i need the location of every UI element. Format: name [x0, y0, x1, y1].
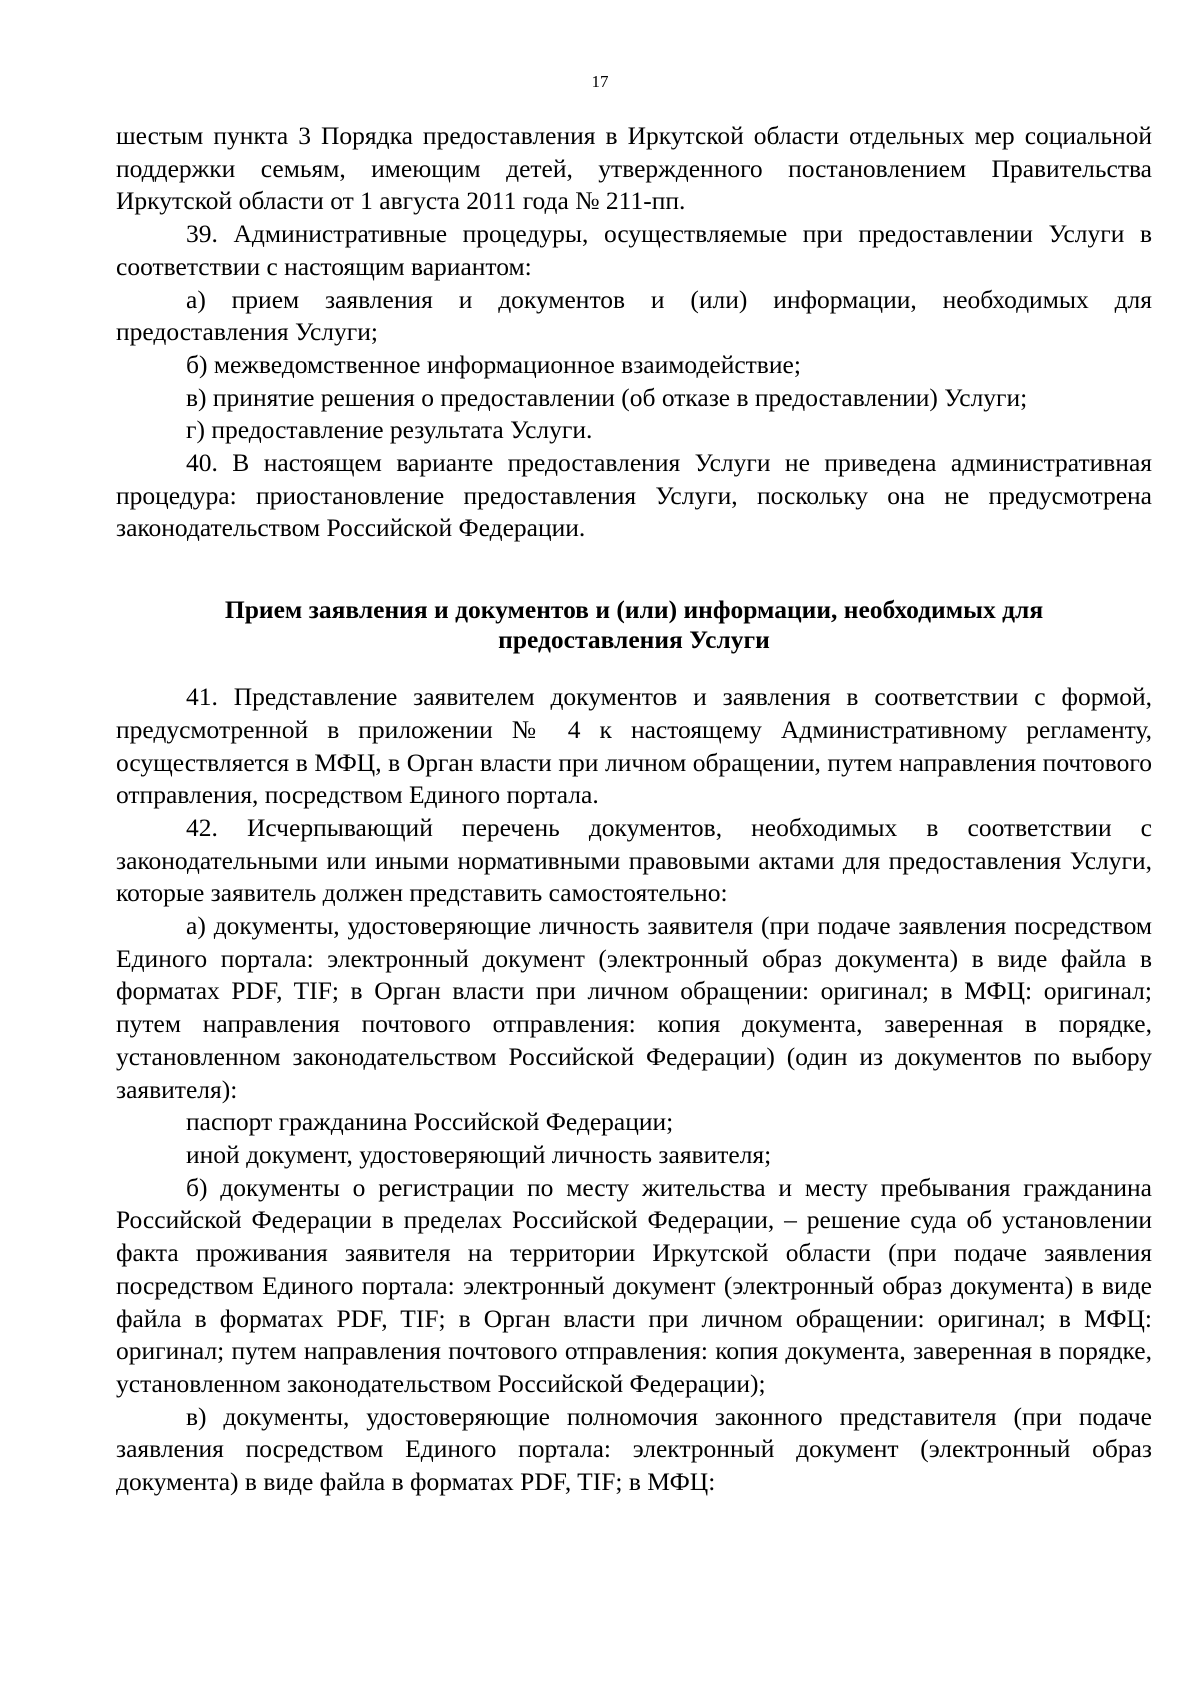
list-item-39a: а) прием заявления и документов и (или) информации, необходимых для предоставления Услуги;: [116, 284, 1152, 347]
paragraph-40: 40. В настоящем варианте предоставления Услуги не приведена административная процедура: приостановление предоставления Услуги, поскольку она не предусмотрена законодательством Российской Федерации.: [116, 448, 1152, 543]
paragraph-41: 41. Представление заявителем документов и заявления в соответствии с формой, предусмотренной в приложении № 4 к настоящему Административному регламенту, осуществляется в МФЦ, в Орган власти при личном обращении, путем направления почтового отправления, посредством Единого портала.: [116, 682, 1152, 810]
paragraph-continuation: шестым пункта 3 Порядка предоставления в Иркутской области отдельных мер социальной поддержки семьям, имеющим детей, утвержденного постановлением Правительства Иркутской области от 1 августа 2011 года № 211-пп.: [116, 121, 1152, 216]
section-heading: [116, 595, 1152, 655]
list-subitem-passport: паспорт гражданина Российской Федерации;: [186, 1107, 674, 1137]
list-item-39b: б) межведомственное информационное взаимодействие;: [186, 349, 801, 379]
list-item-42v: в) документы, удостоверяющие полномочия законного представителя (при подаче заявления посредством Единого портала: электронный документ (электронный образ документа) в виде файла в форматах PDF, TIF; в МФЦ:: [116, 1401, 1152, 1497]
list-item-42b: б) документы о регистрации по месту жительства и месту пребывания гражданина Российской Федерации в пределах Российской Федерации, – решение суда об установлении факта проживания заявителя на территории Иркутской области (при подаче заявления посредством Единого портала: электронный документ (электронный образ документа) в виде файла в форматах PDF, TIF; в Орган власти при личном обращении: оригинал; в МФЦ: оригинал; путем направления почтового отправления: копия документа, заверенная в порядке, установленном законодательством Российской Федерации);: [116, 1172, 1152, 1398]
list-item-42a: а) документы, удостоверяющие личность заявителя (при подаче заявления посредством Единого портала: электронный документ (электронный образ документа) в виде файла в форматах PDF, TIF; в Орган власти при личном обращении: оригинал; в МФЦ: оригинал; путем направления почтового отправления: копия документа, заверенная в порядке, установленном законодательством Российской Федерации) (один из документов по выбору заявителя):: [116, 911, 1152, 1104]
list-item-39v: в) принятие решения о предоставлении (об отказе в предоставлении) Услуги;: [186, 382, 1028, 412]
section-heading-line-1: Прием заявления и документов и (или) информации, необходимых для: [224, 595, 1044, 625]
list-subitem-other-id: иной документ, удостоверяющий личность заявителя;: [186, 1139, 772, 1169]
document-body: [116, 120, 1152, 1499]
list-item-39g: г) предоставление результата Услуги.: [186, 415, 593, 445]
page-number: 17: [591, 72, 609, 91]
paragraph-42: 42. Исчерпывающий перечень документов, необходимых в соответствии с законодательными или иными нормативными правовыми актами для предоставления Услуги, которые заявитель должен представить самостоятельно:: [116, 812, 1152, 908]
paragraph-39: 39. Административные процедуры, осуществляемые при предоставлении Услуги в соответствии с настоящим вариантом:: [116, 219, 1152, 281]
section-heading-line-2: предоставления Услуги: [498, 625, 770, 655]
